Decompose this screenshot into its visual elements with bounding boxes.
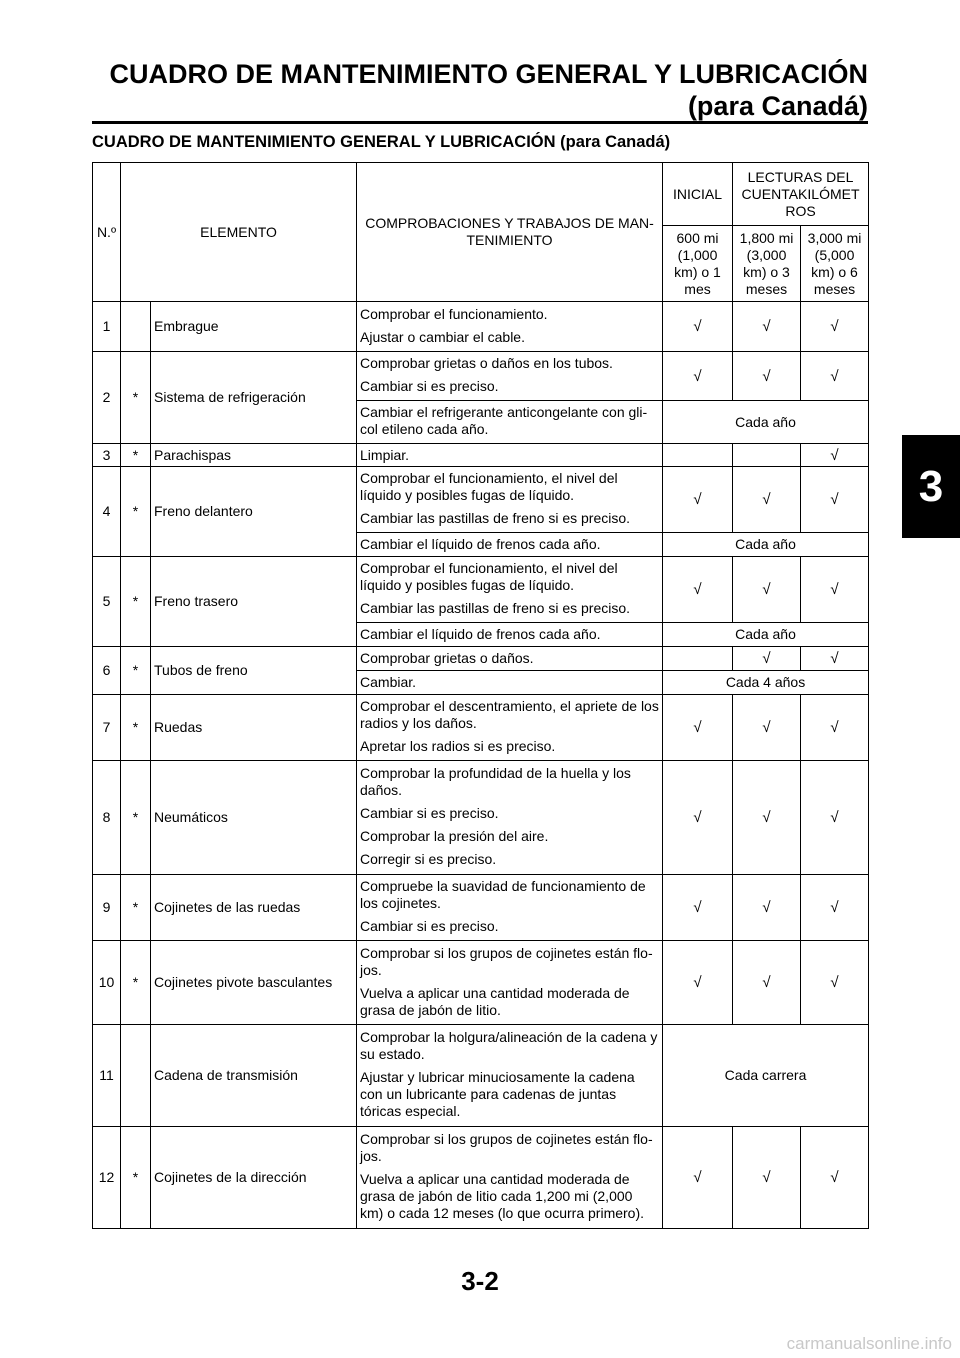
check-mark: √: [663, 875, 733, 941]
watermark: carmanualsonline.info: [786, 1334, 952, 1353]
work-text: Comprobar si los grupos de cojinetes están flo-jos.: [360, 1131, 653, 1164]
table-row: [93, 444, 869, 467]
work-text: Comprobar el funcionamiento, el nivel del líquido y posibles fugas de líquido.: [360, 560, 618, 593]
section-title: CUADRO DE MANTENIMIENTO GENERAL Y LUBRICACIÓN (para Canadá): [92, 133, 671, 151]
row-item: Cojinetes de la dirección: [151, 1127, 357, 1229]
work-text: Cambiar el refrigerante anticongelante con gli-col etileno cada año.: [360, 404, 648, 437]
check-mark: √: [801, 352, 869, 401]
empty-cell: [733, 444, 801, 467]
row-star: *: [121, 875, 151, 941]
check-mark: √: [801, 467, 869, 533]
check-mark: √: [733, 941, 801, 1025]
work-text: Comprobar la holgura/alineación de la cadena y su estado.: [360, 1029, 658, 1062]
row-work: Limpiar.: [357, 444, 663, 467]
work-text: Comprobar el funcionamiento, el nivel del líquido y posibles fugas de líquido.: [360, 470, 618, 503]
row-num: 1: [93, 302, 121, 352]
row-star: *: [121, 1127, 151, 1229]
row-work: [357, 557, 663, 623]
row-num: 12: [93, 1127, 121, 1229]
empty-cell: [663, 647, 733, 671]
row-work: [357, 401, 663, 444]
row-work: [357, 467, 663, 533]
header-odometer: LECTURAS DEL CUENTAKILÓMET ROS: [733, 163, 869, 226]
header-title: CUADRO DE MANTENIMIENTO GENERAL Y LUBRICACIÓN: [109, 59, 868, 89]
table-row: [93, 761, 869, 875]
row-work: Comprobar grietas o daños.: [357, 647, 663, 671]
row-work: [357, 1025, 663, 1127]
header-item: ELEMENTO: [121, 163, 357, 302]
table-row: [93, 875, 869, 941]
work-text: Vuelva a aplicar una cantidad moderada de grasa de jabón de litio cada 1,200 mi (2,000 km) o cada 12 meses (lo que ocurra primero).: [360, 1171, 645, 1221]
check-mark: √: [801, 557, 869, 623]
check-mark: √: [663, 1127, 733, 1229]
check-mark: √: [801, 302, 869, 352]
header-subtitle: (para Canadá): [687, 91, 868, 121]
work-text: Cambiar las pastillas de freno si es preciso.: [360, 510, 631, 526]
check-mark: √: [801, 875, 869, 941]
row-star: *: [121, 695, 151, 761]
header-interval-3: 3,000 mi (5,000 km) o 6 meses: [801, 226, 869, 302]
work-text: Comprobar la profundidad de la huella y los daños.: [360, 765, 631, 798]
row-star: *: [121, 444, 151, 467]
header-num: N.º: [93, 163, 121, 302]
row-num: 5: [93, 557, 121, 647]
work-text: Cambiar las pastillas de freno si es preciso.: [360, 600, 631, 616]
check-mark: √: [733, 647, 801, 671]
row-work: [357, 352, 663, 401]
header-interval-2: 1,800 mi (3,000 km) o 3 meses: [733, 226, 801, 302]
interval-span: Cada 4 años: [663, 671, 869, 695]
work-text: Cambiar si es preciso.: [360, 805, 499, 821]
page-number: 3-2: [461, 1266, 499, 1296]
row-num: 11: [93, 1025, 121, 1127]
row-num: 6: [93, 647, 121, 695]
interval-span: Cada año: [663, 401, 869, 444]
row-item: Parachispas: [151, 444, 357, 467]
work-text: Corregir si es preciso.: [360, 851, 497, 867]
row-work: [357, 875, 663, 941]
check-mark: √: [801, 1127, 869, 1229]
work-text: Comprobar si los grupos de cojinetes están flo-jos.: [360, 944, 653, 978]
header-rule: [92, 121, 868, 124]
row-item: Cojinetes de las ruedas: [151, 875, 357, 941]
table-row: [93, 302, 869, 352]
work-text: Ajustar o cambiar el cable.: [360, 328, 525, 345]
row-work: Cambiar.: [357, 671, 663, 695]
interval-span: Cada año: [663, 533, 869, 557]
check-mark: √: [733, 695, 801, 761]
row-item: Cojinetes pivote basculantes: [151, 941, 357, 1025]
row-work: [357, 941, 663, 1025]
table-row: [93, 1127, 869, 1229]
row-item: Tubos de freno: [151, 647, 357, 695]
work-text: Ajustar y lubricar minuciosamente la cadena con un lubricante para cadenas de juntas tóricas especial.: [360, 1069, 635, 1119]
row-star: *: [121, 761, 151, 875]
row-num: 7: [93, 695, 121, 761]
table-row: [93, 467, 869, 533]
header-initial: INICIAL: [663, 163, 733, 226]
row-item: Ruedas: [151, 695, 357, 761]
row-work: [357, 761, 663, 875]
table-row: [93, 1025, 869, 1127]
check-mark: √: [663, 695, 733, 761]
row-star: *: [121, 647, 151, 695]
check-mark: √: [733, 302, 801, 352]
check-mark: √: [801, 695, 869, 761]
row-star: *: [121, 941, 151, 1025]
row-item: Freno delantero: [151, 467, 357, 557]
empty-cell: [663, 444, 733, 467]
row-star: *: [121, 557, 151, 647]
row-item: Cadena de transmisión: [151, 1025, 357, 1127]
work-text: Comprobar el descentramiento, el apriete de los radios y los daños.: [360, 698, 659, 731]
page-header: [109, 58, 868, 122]
maintenance-table-wrap: [92, 162, 868, 1229]
check-mark: √: [733, 875, 801, 941]
check-mark: √: [663, 557, 733, 623]
row-work: [357, 1127, 663, 1229]
row-star: [121, 302, 151, 352]
row-item: Embrague: [151, 302, 357, 352]
row-num: 3: [93, 444, 121, 467]
row-num: 2: [93, 352, 121, 444]
check-mark: √: [663, 761, 733, 875]
header-work: COMPROBACIONES Y TRABAJOS DE MAN-TENIMIENTO: [357, 163, 663, 302]
check-mark: √: [663, 941, 733, 1025]
work-text: Comprobar la presión del aire.: [360, 828, 549, 844]
row-star: [121, 1025, 151, 1127]
row-star: *: [121, 467, 151, 557]
work-text: Vuelva a aplicar una cantidad moderada de grasa de jabón de litio.: [360, 984, 630, 1018]
table-row: [93, 941, 869, 1025]
table-row: [93, 647, 869, 671]
check-mark: √: [663, 352, 733, 401]
check-mark: √: [733, 352, 801, 401]
check-mark: √: [663, 302, 733, 352]
check-mark: √: [733, 467, 801, 533]
table-row: [93, 557, 869, 623]
check-mark: √: [733, 557, 801, 623]
row-num: 4: [93, 467, 121, 557]
row-num: 8: [93, 761, 121, 875]
check-mark: √: [663, 467, 733, 533]
table-row: [93, 695, 869, 761]
check-mark: √: [801, 444, 869, 467]
work-text: Compruebe la suavidad de funcionamiento de los cojinetes.: [360, 878, 646, 911]
check-mark: √: [733, 1127, 801, 1229]
maintenance-table: [92, 162, 869, 1229]
row-item: Neumáticos: [151, 761, 357, 875]
check-mark: √: [801, 647, 869, 671]
row-num: 10: [93, 941, 121, 1025]
row-item: Freno trasero: [151, 557, 357, 647]
work-text: Cambiar si es preciso.: [360, 918, 499, 934]
row-work: [357, 302, 663, 352]
work-text: Cambiar si es preciso.: [360, 378, 499, 394]
row-work: Cambiar el líquido de frenos cada año.: [357, 623, 663, 647]
row-num: 9: [93, 875, 121, 941]
check-mark: √: [801, 761, 869, 875]
header-interval-1: 600 mi (1,000 km) o 1 mes: [663, 226, 733, 302]
chapter-tab: 3: [902, 435, 960, 538]
row-item: Sistema de refrigeración: [151, 352, 357, 444]
row-work: [357, 695, 663, 761]
interval-span: Cada año: [663, 623, 869, 647]
work-text: Comprobar el funcionamiento.: [360, 305, 548, 322]
work-text: Apretar los radios si es preciso.: [360, 738, 556, 754]
row-work: Cambiar el líquido de frenos cada año.: [357, 533, 663, 557]
check-mark: √: [733, 761, 801, 875]
check-mark: √: [801, 941, 869, 1025]
table-row: [93, 352, 869, 401]
work-text: Comprobar grietas o daños en los tubos.: [360, 355, 613, 371]
interval-span: Cada carrera: [663, 1025, 869, 1127]
row-star: *: [121, 352, 151, 444]
